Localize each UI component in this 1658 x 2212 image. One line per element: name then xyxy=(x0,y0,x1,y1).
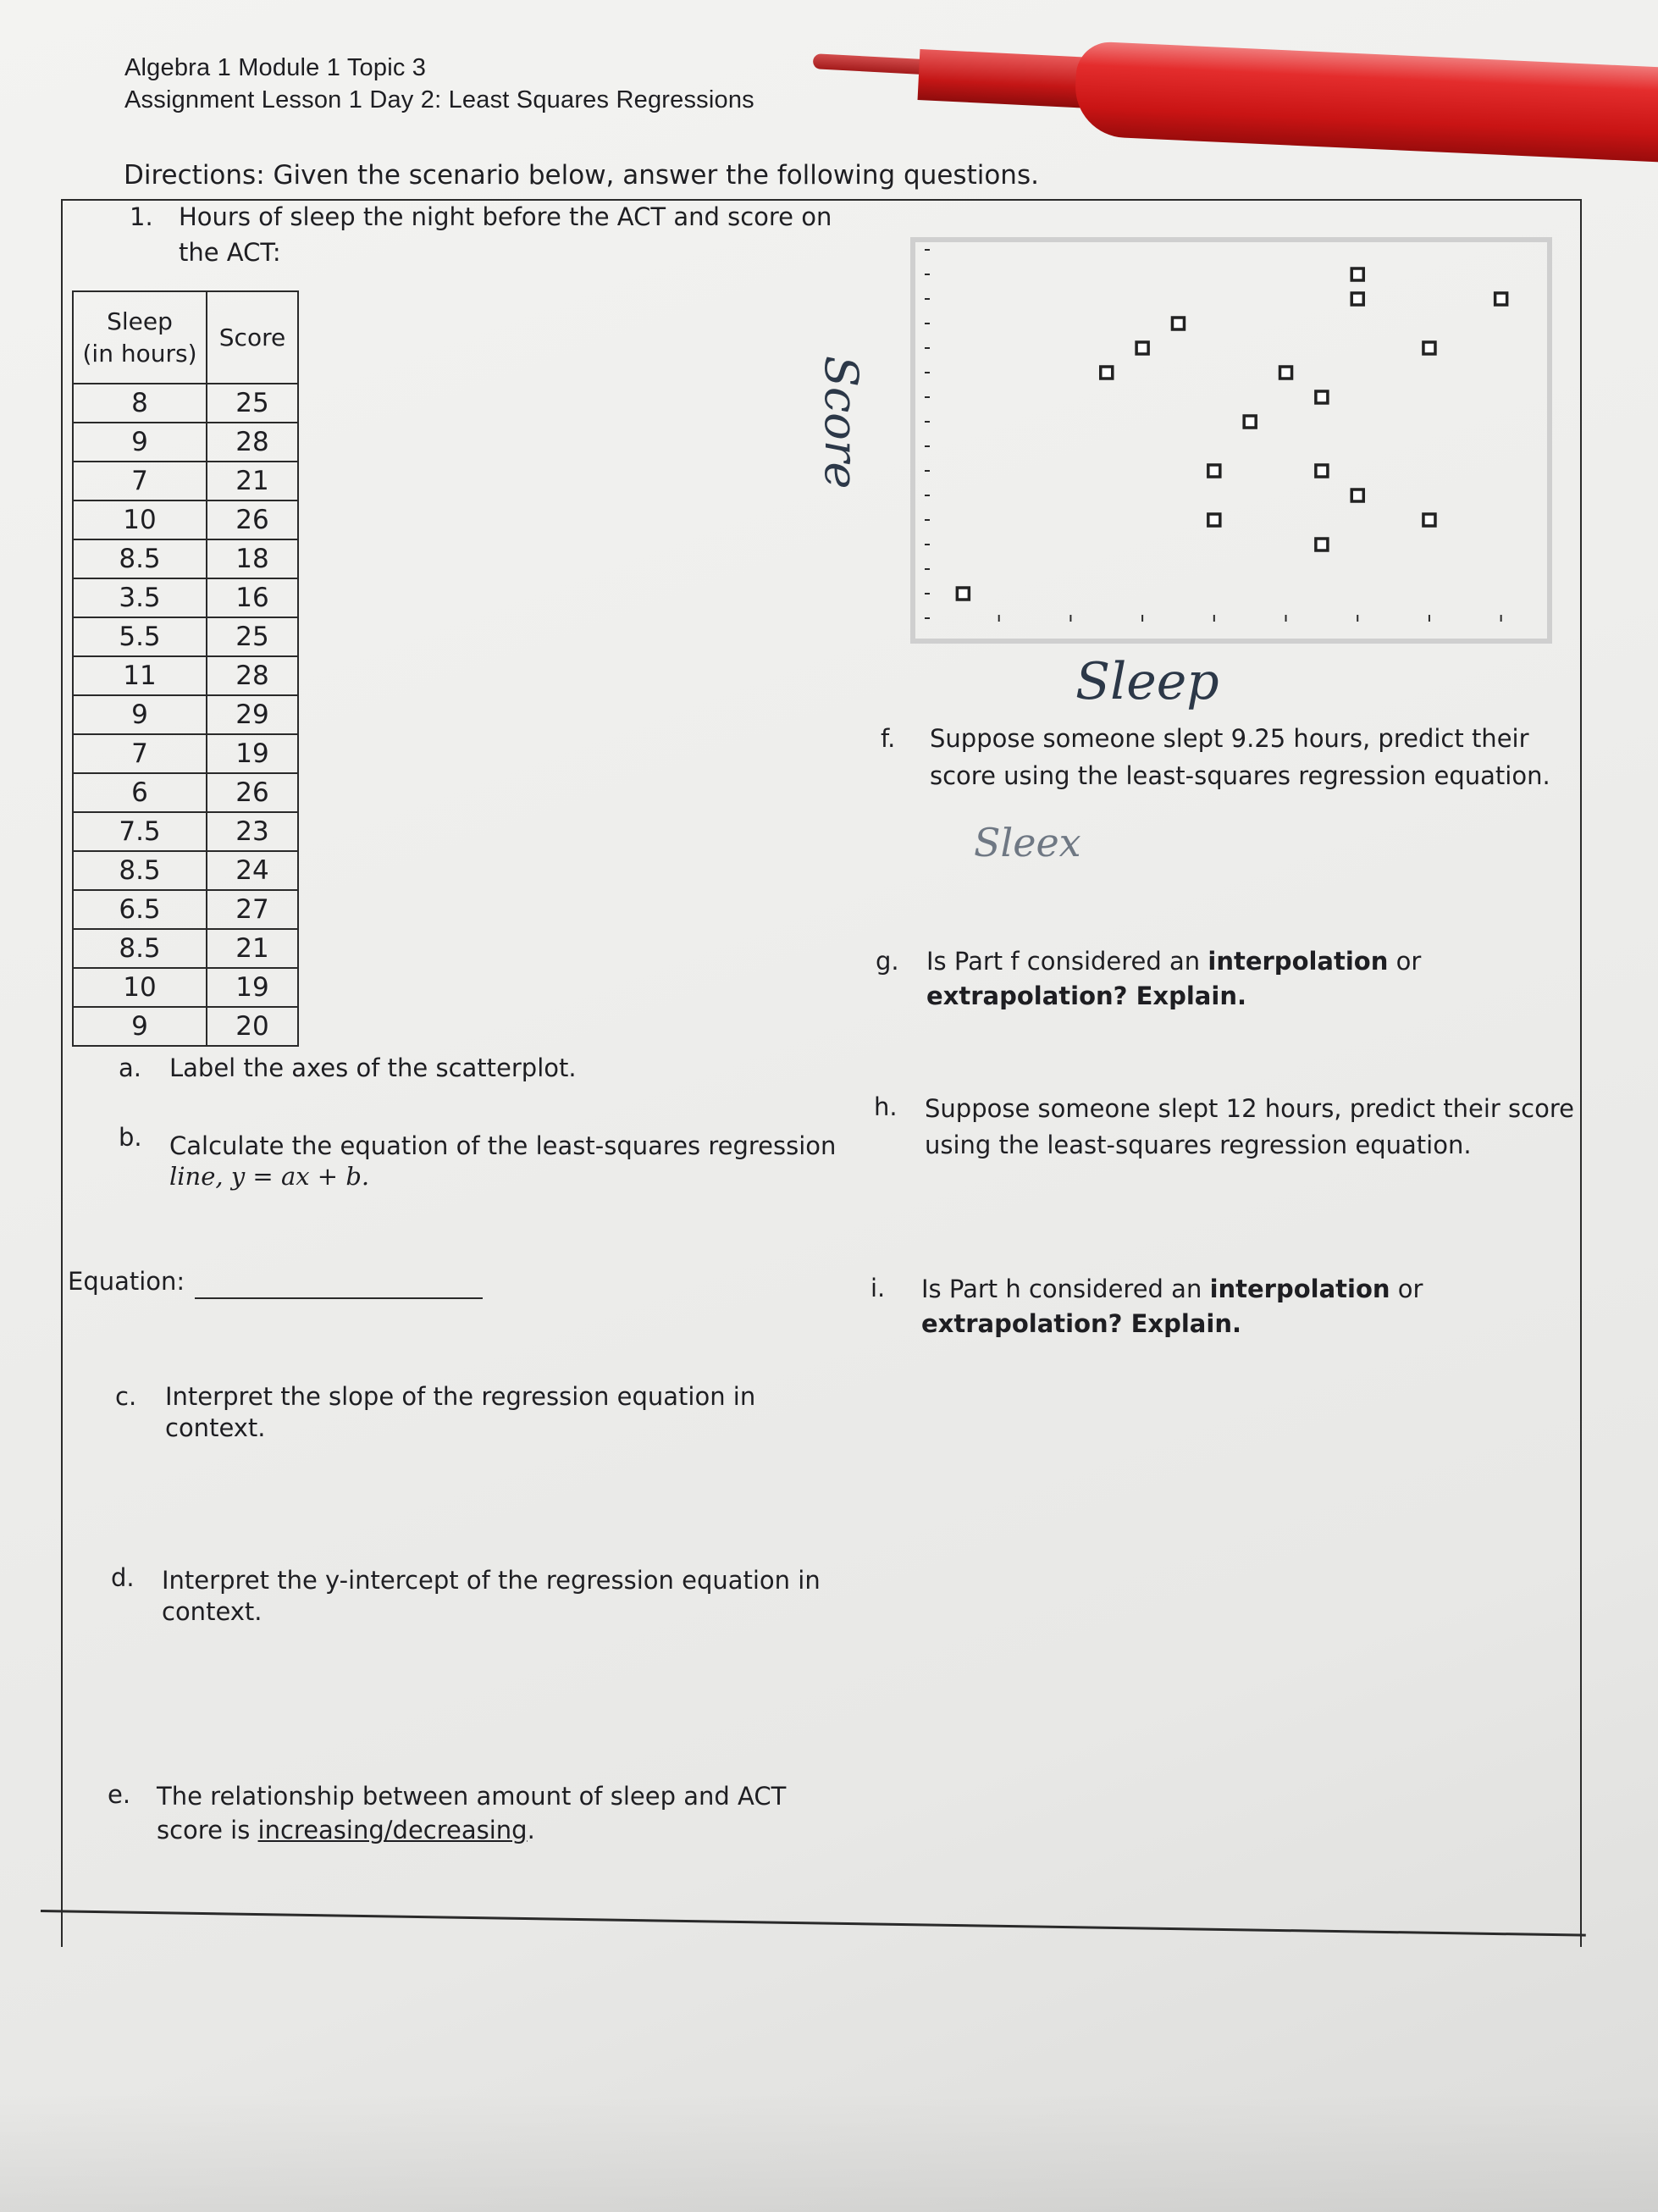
part-h-line2: using the least-squares regression equation. xyxy=(925,1131,1472,1159)
table-row xyxy=(73,968,298,1007)
part-h-letter: h. xyxy=(874,1092,898,1121)
part-e-choice[interactable]: increasing/decreasing xyxy=(257,1816,528,1844)
part-d-letter: d. xyxy=(111,1563,135,1592)
table-row xyxy=(73,695,298,734)
part-f-line2: score using the least-squares regression equation. xyxy=(930,761,1550,790)
score-cell: 21 xyxy=(207,462,298,500)
part-i-line2: extrapolation? Explain. xyxy=(921,1309,1241,1338)
equation-answer-line[interactable] xyxy=(195,1272,483,1299)
data-point xyxy=(1423,514,1435,526)
score-cell: 18 xyxy=(207,539,298,578)
score-cell: 25 xyxy=(207,617,298,656)
part-g-suffix: or xyxy=(1388,947,1422,976)
part-h-line1: Suppose someone slept 12 hours, predict their score xyxy=(925,1094,1574,1123)
part-e-letter: e. xyxy=(108,1780,131,1809)
data-point xyxy=(1316,539,1328,550)
sleep-cell: 10 xyxy=(73,500,207,539)
y-axis-ticks xyxy=(925,250,930,618)
table-row xyxy=(73,929,298,968)
equation-label xyxy=(68,1264,483,1299)
data-point xyxy=(1351,268,1363,280)
data-point xyxy=(1208,514,1220,526)
part-g-interpolation: interpolation xyxy=(1208,947,1389,976)
question-number: 1. xyxy=(130,202,153,231)
score-cell: 19 xyxy=(207,734,298,773)
table-row xyxy=(73,851,298,890)
data-table xyxy=(72,290,299,1047)
table-row xyxy=(73,384,298,423)
sleep-cell: 7 xyxy=(73,462,207,500)
part-e-line1: The relationship between amount of sleep and ACT xyxy=(157,1782,787,1811)
sleep-cell: 11 xyxy=(73,656,207,695)
sleep-cell: 5.5 xyxy=(73,617,207,656)
scatterplot xyxy=(881,233,1558,656)
data-point xyxy=(1172,318,1184,329)
score-cell: 26 xyxy=(207,773,298,812)
part-f-line1: Suppose someone slept 9.25 hours, predict their xyxy=(930,724,1529,753)
x-axis-ticks xyxy=(999,615,1501,622)
sleep-cell: 8.5 xyxy=(73,851,207,890)
data-point xyxy=(1316,465,1328,477)
sleep-cell: 6 xyxy=(73,773,207,812)
score-cell: 28 xyxy=(207,423,298,462)
score-cell: 24 xyxy=(207,851,298,890)
data-point xyxy=(1208,465,1220,477)
sleep-header xyxy=(73,291,207,384)
part-i-suffix: or xyxy=(1390,1275,1423,1303)
data-point xyxy=(1351,293,1363,305)
part-d-line2: context. xyxy=(162,1597,263,1626)
part-d-line1: Interpret the y-intercept of the regression equation in xyxy=(162,1566,821,1595)
table-row xyxy=(73,812,298,851)
table-row xyxy=(73,539,298,578)
sleep-cell: 7.5 xyxy=(73,812,207,851)
table-row xyxy=(73,734,298,773)
score-cell: 25 xyxy=(207,384,298,423)
data-points xyxy=(957,268,1506,600)
part-c-line2: context. xyxy=(165,1413,266,1442)
table-row xyxy=(73,462,298,500)
data-point xyxy=(1423,342,1435,354)
table-row xyxy=(73,773,298,812)
part-i-prefix: Is Part h considered an xyxy=(921,1275,1210,1303)
data-point xyxy=(957,588,969,600)
sleep-cell: 8 xyxy=(73,384,207,423)
part-g-letter: g. xyxy=(876,947,899,976)
table-row xyxy=(73,578,298,617)
score-header: Score xyxy=(207,291,298,384)
part-e-prefix: score is xyxy=(157,1816,258,1844)
data-point xyxy=(1244,416,1256,428)
sleep-cell: 10 xyxy=(73,968,207,1007)
x-axis-handwritten-label: Sleep xyxy=(1075,652,1219,711)
part-g-line1 xyxy=(926,943,1421,979)
y-axis-handwritten-label: Score xyxy=(815,356,868,489)
sleep-cell: 9 xyxy=(73,1007,207,1046)
score-cell: 23 xyxy=(207,812,298,851)
table-row xyxy=(73,656,298,695)
score-cell: 27 xyxy=(207,890,298,929)
score-cell: 16 xyxy=(207,578,298,617)
data-point xyxy=(1316,391,1328,403)
part-i-interpolation: interpolation xyxy=(1209,1275,1390,1303)
table-row xyxy=(73,617,298,656)
sleep-cell: 7 xyxy=(73,734,207,773)
question-text: Hours of sleep the night before the ACT and score on xyxy=(179,202,832,231)
part-e-suffix: . xyxy=(527,1816,535,1844)
score-cell: 20 xyxy=(207,1007,298,1046)
assignment-title: Assignment Lesson 1 Day 2: Least Squares Regressions xyxy=(124,86,754,113)
data-point xyxy=(1136,342,1148,354)
table-row xyxy=(73,890,298,929)
part-g-line2: extrapolation? Explain. xyxy=(926,982,1246,1010)
sleep-cell: 8.5 xyxy=(73,929,207,968)
handwritten-scribble: Sleex xyxy=(974,820,1081,865)
part-a-text: Label the axes of the scatterplot. xyxy=(169,1053,577,1082)
equation-label-text: Equation: xyxy=(68,1267,185,1296)
part-b-line2: line, y = ax + b. xyxy=(169,1162,370,1191)
data-point xyxy=(1101,367,1113,379)
part-g-prefix: Is Part f considered an xyxy=(926,947,1208,976)
part-c-letter: c. xyxy=(115,1382,137,1411)
sleep-header-line2: (in hours) xyxy=(82,339,197,368)
sleep-cell: 3.5 xyxy=(73,578,207,617)
sleep-cell: 9 xyxy=(73,423,207,462)
course-title: Algebra 1 Module 1 Topic 3 xyxy=(124,54,427,81)
sleep-cell: 9 xyxy=(73,695,207,734)
sleep-header-line1: Sleep xyxy=(107,307,173,335)
sleep-cell: 8.5 xyxy=(73,539,207,578)
part-b-letter: b. xyxy=(119,1123,142,1152)
part-f-letter: f. xyxy=(881,724,896,753)
score-cell: 26 xyxy=(207,500,298,539)
part-b-line1: Calculate the equation of the least-squares regression xyxy=(169,1131,837,1160)
score-cell: 19 xyxy=(207,968,298,1007)
directions: Directions: Given the scenario below, answer the following questions. xyxy=(124,160,1039,191)
table-row xyxy=(73,500,298,539)
part-i-letter: i. xyxy=(870,1274,886,1302)
part-e-line2 xyxy=(157,1812,535,1848)
question-text-2: the ACT: xyxy=(179,238,281,267)
score-cell: 29 xyxy=(207,695,298,734)
data-point xyxy=(1351,489,1363,501)
score-cell: 28 xyxy=(207,656,298,695)
table-row xyxy=(73,1007,298,1046)
sleep-cell: 6.5 xyxy=(73,890,207,929)
part-i-line1 xyxy=(921,1271,1423,1307)
part-c-line1: Interpret the slope of the regression equation in xyxy=(165,1382,756,1411)
data-point xyxy=(1495,293,1507,305)
scatterplot-svg xyxy=(881,233,1558,656)
score-cell: 21 xyxy=(207,929,298,968)
table-row xyxy=(73,423,298,462)
data-point xyxy=(1280,367,1292,379)
plot-frame xyxy=(913,240,1550,641)
paper-shadow xyxy=(0,2092,1658,2212)
part-a-letter: a. xyxy=(119,1053,141,1082)
pen-grip xyxy=(918,49,1090,108)
